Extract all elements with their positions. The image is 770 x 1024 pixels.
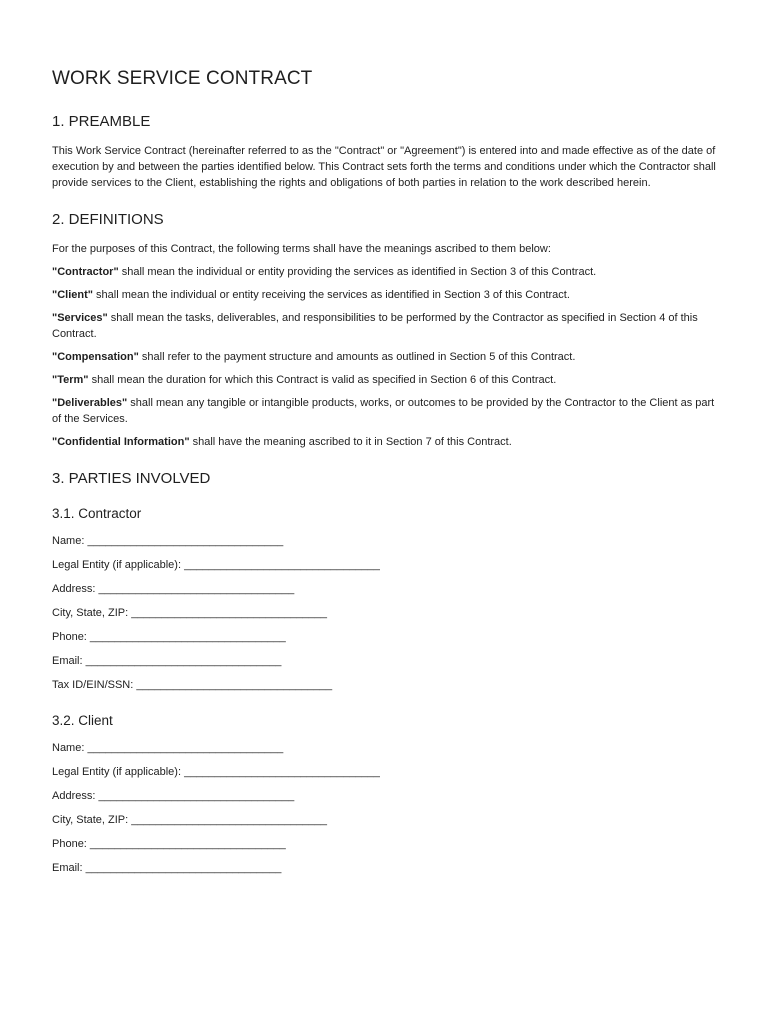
definition-text: shall mean any tangible or intangible products, works, or outcomes to be provided by the Contractor to the Client as part of the Services. [52,397,715,425]
definition-text: shall mean the duration for which this Contract is valid as specified in Section 6 of this Contract. [88,374,557,386]
client-email-field[interactable]: Email: ________________________________ [52,862,282,874]
section-heading-parties: 3. PARTIES INVOLVED [52,470,211,487]
definition-text: shall have the meaning ascribed to it in Section 7 of this Contract. [189,436,512,448]
definition-term: "Compensation" [52,351,139,363]
definition-term-item [52,372,718,388]
preamble-paragraph: This Work Service Contract (hereinafter referred to as the "Contract" or "Agreement") is entered into and made effective as of the date of execution by and between the parties identified below. This Contract sets forth the terms and conditions under which the Contractor shall provide services to the Client, establishing the rights and obligations of both parties in relation to the work described herein. [52,145,716,189]
client-name-field[interactable]: Name: ________________________________ [52,742,284,754]
definition-text: shall mean the individual or entity receiving the services as identified in Section 3 of this Contract. [93,289,570,301]
subheading-client: 3.2. Client [52,713,113,728]
client-legal-entity-field[interactable]: Legal Entity (if applicable): ________________________________ [52,766,380,778]
contractor-name-field[interactable]: Name: ________________________________ [52,535,284,547]
contractor-city-state-zip-field[interactable]: City, State, ZIP: ________________________________ [52,607,328,619]
definition-text: shall mean the tasks, deliverables, and responsibilities to be performed by the Contractor as specified in Section 4 of this Contract. [52,312,698,340]
definition-deliverables [52,395,718,427]
definition-term: "Confidential Information" [52,436,190,448]
client-address-field[interactable]: Address: ________________________________ [52,790,295,802]
definition-text: shall mean the individual or entity providing the services as identified in Section 3 of this Contract. [118,266,597,278]
definition-compensation [52,349,718,365]
definition-term: "Contractor" [52,266,119,278]
definition-text: shall refer to the payment structure and amounts as outlined in Section 5 of this Contract. [138,351,576,363]
section-heading-preamble: 1. PREAMBLE [52,113,151,130]
definition-term: "Deliverables" [52,397,128,409]
client-phone-field[interactable]: Phone: ________________________________ [52,838,286,850]
contractor-address-field[interactable]: Address: ________________________________ [52,583,295,595]
client-city-state-zip-field[interactable]: City, State, ZIP: ________________________________ [52,814,328,826]
definition-confidential-information [52,434,718,450]
contractor-phone-field[interactable]: Phone: ________________________________ [52,631,286,643]
subheading-contractor: 3.1. Contractor [52,506,142,521]
definition-client [52,287,718,303]
definition-term: "Client" [52,289,93,301]
document-title: WORK SERVICE CONTRACT [52,68,313,89]
definitions-intro: For the purposes of this Contract, the following terms shall have the meanings ascribed to them below: [52,243,551,255]
contractor-tax-id-field[interactable]: Tax ID/EIN/SSN: ________________________________ [52,679,333,691]
definition-contractor [52,264,718,280]
contractor-legal-entity-field[interactable]: Legal Entity (if applicable): ________________________________ [52,559,380,571]
definition-term: "Term" [52,374,89,386]
section-heading-definitions: 2. DEFINITIONS [52,211,164,228]
contract-page [52,66,718,884]
definition-services [52,310,718,342]
contractor-email-field[interactable]: Email: ________________________________ [52,655,282,667]
definition-term: "Services" [52,312,108,324]
